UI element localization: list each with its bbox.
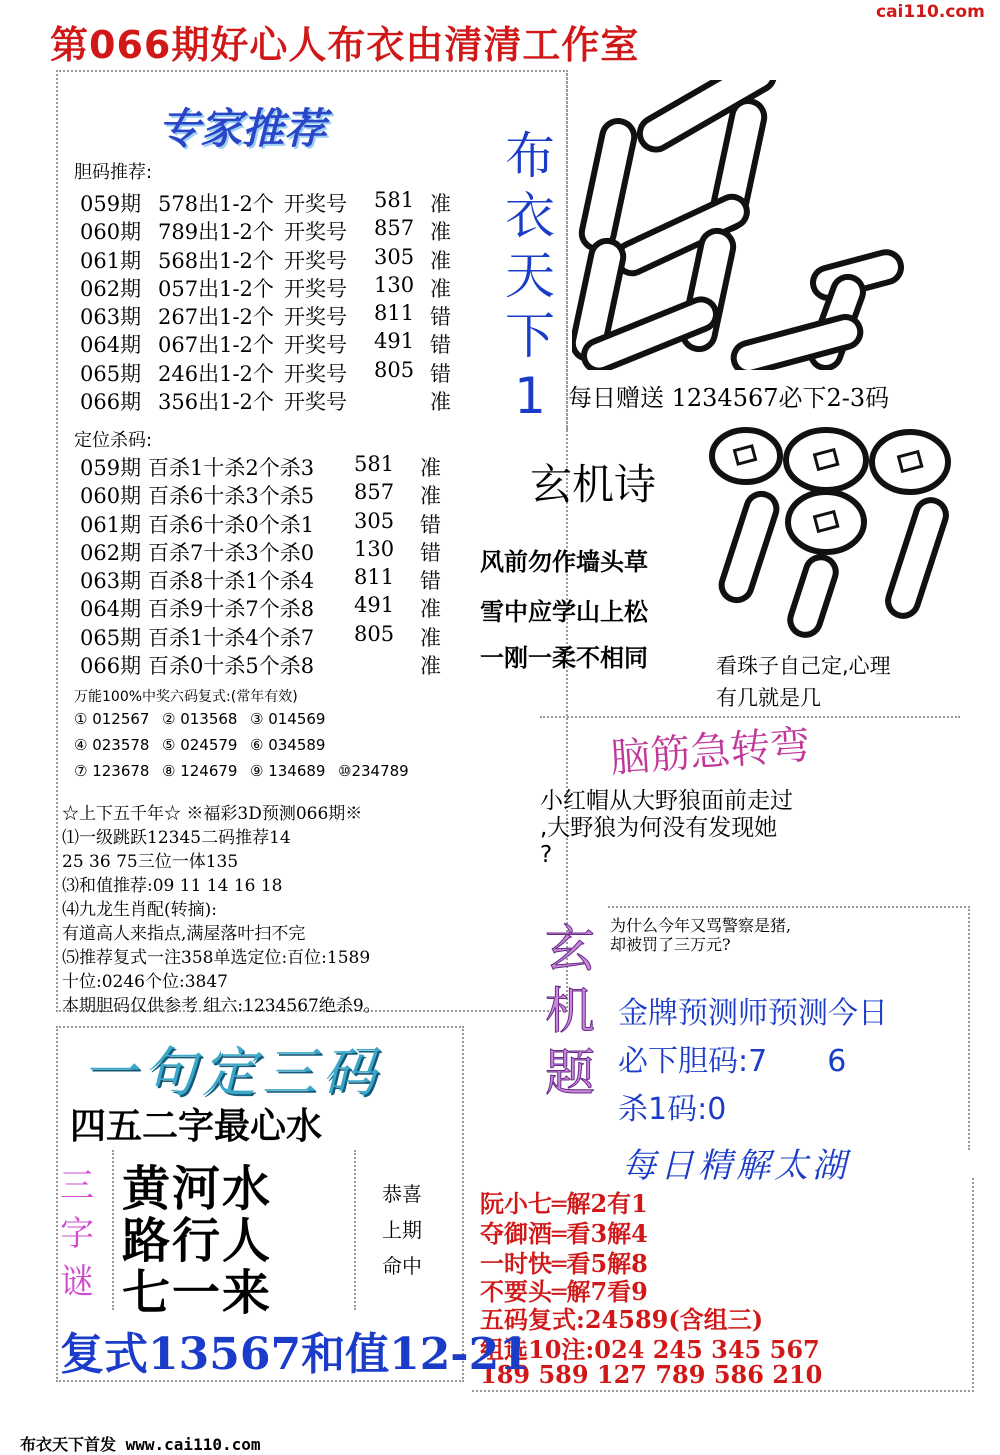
table-cell: 准 [430,192,451,216]
table-cell: 百杀6十杀3个杀5 [148,484,315,509]
table-cell: 491 [374,329,415,354]
table-cell: 130 [374,272,415,297]
table-cell: 857 [354,480,395,505]
table-cell: 开奖号 [284,220,347,245]
table-row [80,537,460,565]
table-cell: 067出1-2个 [158,333,274,358]
daily-gift: 每日赠送 1234567必下2-3码 [568,384,890,412]
table-cell: 准 [420,625,441,650]
dan-label: 胆码推荐: [74,162,153,183]
top-right-divider [566,70,568,430]
combo-item: ⑦ 123678 [74,762,150,780]
table-cell: 准 [420,597,441,622]
table-cell: 准 [420,484,441,509]
history-line: 有道高人来指点,满屋落叶扫不完 [62,924,306,944]
digit-drawing [572,80,912,370]
mystery-char: 题 [545,1044,595,1102]
history-line: ⑶和值推荐:09 11 14 16 18 [62,876,283,896]
taihu-line: 组选10注:024 245 345 567 [480,1335,820,1364]
combo-row [74,736,438,762]
table-cell: 开奖号 [284,276,347,301]
table-cell: 581 [374,188,415,212]
riddle-word: 路行人 [122,1213,273,1269]
taihu-line: 不要头═解7看9 [480,1277,648,1306]
table-cell: 059期 [80,456,142,480]
table-cell: 开奖号 [284,333,347,358]
kill-label: 定位杀码: [74,430,153,451]
table-cell: 百杀1十杀2个杀3 [148,456,315,480]
mystery-char: 机 [545,982,595,1040]
taihu-line: 五码复式:24589(含组三) [480,1305,764,1334]
table-cell: 开奖号 [284,390,347,415]
table-cell: 805 [354,621,395,646]
footer-text[interactable]: 布衣天下首发 www.cai110.com [20,1435,261,1454]
mystery-question-line: 却被罚了三万元? [610,935,731,954]
combo-item: ⑤ 024579 [162,736,238,754]
table-cell: 061期 [80,248,142,273]
combo-list [74,710,438,788]
history-line: 本期胆码仅供参考 组六:1234567绝杀9。 [62,996,381,1016]
table-cell [354,650,420,678]
table-row [80,358,470,386]
table-cell: 267出1-2个 [158,305,274,330]
table-row [80,650,460,678]
riddle-line: ? [540,842,553,868]
table-cell: 准 [430,248,451,273]
page-title: 第066期好心人布衣由清清工作室 [50,23,640,67]
congrats-text: 恭喜 [382,1182,422,1206]
bead-caption [716,650,891,714]
table-cell: 066期 [80,654,142,679]
buyi-char: 布 [505,127,555,185]
expert-heading: 专家推荐 [158,104,327,153]
table-cell: 578出1-2个 [158,192,274,216]
table-cell: 057出1-2个 [158,276,274,301]
table-cell: 060期 [80,220,142,245]
table-cell: 准 [420,654,441,679]
table-cell: 305 [374,244,415,269]
table-cell: 059期 [80,192,142,216]
taihu-line: 189 589 127 789 586 210 [480,1360,823,1389]
table-row [80,480,460,508]
table-cell: 060期 [80,484,142,509]
poem-title: 玄机诗 [530,460,657,509]
digit-segment [730,314,863,370]
mystery-vertical-title [540,918,600,1104]
riddle-word: 黄河水 [122,1161,273,1217]
taihu-line: 阮小七═解2有1 [480,1189,648,1218]
combo-item: ⑧ 124679 [162,762,238,780]
riddle-word: 七一来 [122,1265,273,1321]
table-cell: 开奖号 [284,305,347,330]
table-cell: 百杀0十杀5个杀8 [148,654,315,679]
combo-item: ④ 023578 [74,736,150,754]
buyi-char: 下 [505,307,555,365]
buyi-vertical-title [500,126,560,426]
table-row [80,245,470,273]
table-cell: 错 [430,305,451,330]
table-row [80,386,470,414]
one-sentence-title: 一句定三码 [82,1041,382,1104]
gold-line: 必下胆码:7 6 [618,1044,847,1079]
gold-line: 金牌预测师预测今日 [618,996,888,1031]
table-cell: 061期 [80,512,142,537]
table-cell: 准 [420,456,441,480]
table-cell: 857 [374,216,415,241]
table-cell: 065期 [80,361,142,386]
bead-bar [786,553,839,638]
combo-item: ① 012567 [74,710,150,728]
congrats-text: 命中 [382,1254,422,1278]
three-char: 字 [60,1214,94,1254]
combo-item: ⑩234789 [338,762,409,780]
table-row [80,593,460,621]
table-cell: 246出1-2个 [158,361,274,386]
table-cell: 错 [430,333,451,358]
combo-item: ⑥ 034589 [250,736,326,754]
poem-line: 风前勿作墙头草 [480,548,648,576]
table-cell: 811 [354,565,395,590]
table-cell: 130 [354,536,395,561]
history-line: ⑴一级跳跃12345二码推荐14 [62,828,291,848]
table-row [80,273,470,301]
brain-teaser-question [540,788,793,869]
table-cell: 百杀6十杀0个杀1 [148,512,315,537]
table-cell: 百杀7十杀3个杀0 [148,540,315,565]
combo-row [74,710,438,736]
fushi-sum: 复式13567和值12-21 [60,1329,530,1380]
history-line: ⑸推荐复式一注358单选定位:百位:1589 [62,948,371,968]
bead-caption-line: 看珠子自己定,心理 [716,654,891,678]
table-cell: 063期 [80,569,142,594]
table-cell: 811 [374,301,415,326]
three-char: 三 [60,1166,94,1206]
buyi-char: 天 [505,247,555,305]
bead-bar [718,490,781,604]
table-cell: 百杀9十杀7个杀8 [148,597,315,622]
history-block [62,802,381,1018]
table-cell: 065期 [80,625,142,650]
table-cell: 062期 [80,276,142,301]
buyi-char: 1 [514,367,546,425]
table-row [80,509,460,537]
taihu-title: 每日精解太湖 [622,1146,850,1186]
table-cell: 百杀8十杀1个杀4 [148,569,315,594]
table-cell: 568出1-2个 [158,248,274,273]
table-cell: 错 [420,569,441,594]
table-cell: 064期 [80,597,142,622]
table-cell: 805 [374,357,415,382]
dan-table [80,188,470,414]
table-cell: 356出1-2个 [158,390,274,415]
brain-teaser-title: 脑筋急转弯 [608,722,812,782]
table-cell: 491 [354,593,395,618]
table-cell: 305 [354,508,395,533]
poem-line: 雪中应学山上松 [480,598,648,626]
taihu-line: 夺御酒═看3解4 [480,1219,648,1248]
site-logo-text[interactable]: cai110.com [876,2,985,22]
table-row [80,329,470,357]
mystery-char: 玄 [545,920,595,978]
table-cell: 064期 [80,333,142,358]
table-row [80,622,460,650]
table-cell: 开奖号 [284,361,347,386]
table-cell: 错 [420,540,441,565]
table-cell: 581 [354,452,395,476]
digit-segment [579,118,637,252]
table-cell: 789出1-2个 [158,220,274,245]
mystery-question [610,916,791,954]
mystery-question-line: 为什么今年又骂警察是猪, [610,916,792,935]
riddle-line: 小红帽从大野狼面前走过 [540,788,793,814]
table-cell: 062期 [80,540,142,565]
bead-caption-line: 有几就是几 [716,686,821,710]
three-char-label [60,1162,102,1306]
history-line: 25 36 75三位一体135 [62,852,239,872]
table-row [80,188,470,216]
table-cell: 准 [430,276,451,301]
combo-item: ⑨ 134689 [250,762,326,780]
table-cell: 066期 [80,390,142,415]
three-char: 谜 [60,1262,94,1302]
table-cell: 错 [430,361,451,386]
riddle-line: ,大野狼为何没有发现她 [540,815,778,841]
gold-line: 杀1码:0 [618,1092,727,1127]
table-row [80,565,460,593]
combo-item: ③ 014569 [250,710,326,728]
history-line: ☆上下五千年☆ ※福彩3D预测066期※ [62,804,363,824]
bead-bar [884,496,950,619]
table-cell: 准 [430,220,451,245]
one-sentence-phrase: 四五二字最心水 [70,1106,323,1147]
table-cell: 063期 [80,305,142,330]
kill-table [80,452,460,678]
buyi-char: 衣 [505,187,555,245]
poem-line: 一刚一柔不相同 [480,644,648,672]
table-cell [374,386,430,414]
taihu-line: 一时快═看5解8 [480,1249,648,1278]
table-row [80,216,470,244]
table-cell: 百杀1十杀4个杀7 [148,625,315,650]
combo-title: 万能100%中奖六码复式:(常年有效) [74,689,298,705]
table-row [80,452,460,480]
table-row [80,301,470,329]
table-cell: 开奖号 [284,248,347,273]
combo-row [74,762,438,788]
table-cell: 开奖号 [284,192,347,216]
table-cell: 准 [430,390,451,415]
combo-item: ② 013568 [162,710,238,728]
beads-drawing [706,426,956,642]
history-line: ⑷九龙生肖配(转摘): [62,900,217,920]
congrats-text: 上期 [382,1218,422,1242]
table-cell: 错 [420,512,441,537]
history-line: 十位:0246个位:3847 [62,972,228,992]
